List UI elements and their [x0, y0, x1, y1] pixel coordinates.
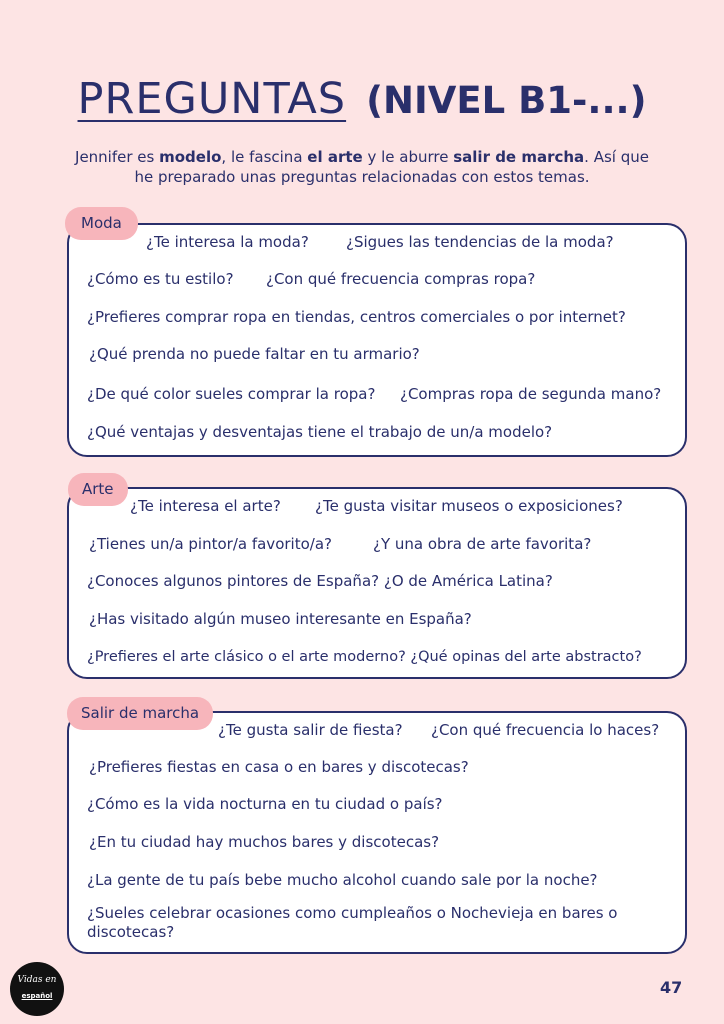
logo	[10, 962, 64, 1016]
intro-text: Jennifer es	[75, 148, 160, 166]
section-tag-arte: Arte	[68, 473, 128, 506]
title-level: (NIVEL B1-...)	[366, 79, 647, 122]
question-item: ¿Prefieres el arte clásico o el arte moderno? ¿Qué opinas del arte abstracto?	[87, 649, 642, 665]
question-item: ¿Cómo es tu estilo?	[87, 270, 234, 288]
section-box-moda	[67, 223, 687, 457]
question-item: ¿Qué prenda no puede faltar en tu armario?	[89, 345, 420, 363]
intro-text: y le aburre	[362, 148, 454, 166]
question-item: ¿Te interesa el arte?	[130, 497, 281, 515]
question-item: ¿Tienes un/a pintor/a favorito/a?	[89, 535, 332, 553]
page-number: 47	[660, 978, 683, 997]
question-item: ¿La gente de tu país bebe mucho alcohol cuando sale por la noche?	[87, 871, 598, 889]
intro-text: he preparado unas preguntas relacionadas con estos temas.	[134, 168, 590, 186]
intro-bold: el arte	[307, 148, 363, 166]
question-item: ¿Con qué frecuencia lo haces?	[431, 721, 660, 739]
question-item: ¿Prefieres fiestas en casa o en bares y discotecas?	[89, 758, 469, 776]
question-item: ¿Te interesa la moda?	[146, 233, 309, 251]
intro-text: . Así que	[584, 148, 649, 166]
question-item: ¿Te gusta visitar museos o exposiciones?	[315, 497, 623, 515]
intro-paragraph	[40, 147, 684, 187]
page-title	[0, 74, 724, 124]
question-item: ¿Te gusta salir de fiesta?	[218, 721, 403, 739]
question-item: ¿Conoces algunos pintores de España? ¿O de América Latina?	[87, 572, 553, 590]
question-item: ¿Compras ropa de segunda mano?	[400, 385, 662, 403]
title-main: PREGUNTAS	[77, 74, 347, 124]
section-tag-moda: Moda	[65, 207, 138, 240]
intro-text: , le fascina	[221, 148, 308, 166]
question-item: ¿Cómo es la vida nocturna en tu ciudad o país?	[87, 795, 443, 813]
question-item: ¿Has visitado algún museo interesante en España?	[89, 610, 472, 628]
question-item: ¿Sigues las tendencias de la moda?	[346, 233, 614, 251]
section-tag-salir-de-marcha: Salir de marcha	[67, 697, 213, 730]
logo-text-top: Vidas en	[17, 975, 57, 985]
intro-bold: salir de marcha	[453, 148, 585, 166]
question-item: ¿Prefieres comprar ropa en tiendas, centros comerciales o por internet?	[87, 308, 626, 326]
question-item: ¿De qué color sueles comprar la ropa?	[87, 385, 376, 403]
intro-bold: modelo	[159, 148, 222, 166]
question-item: ¿En tu ciudad hay muchos bares y discotecas?	[89, 833, 440, 851]
question-item: ¿Con qué frecuencia compras ropa?	[266, 270, 536, 288]
question-item: ¿Sueles celebrar ocasiones como cumpleaños o Nochevieja en bares o discotecas?	[87, 904, 618, 941]
question-item: ¿Y una obra de arte favorita?	[373, 535, 592, 553]
question-item: ¿Qué ventajas y desventajas tiene el trabajo de un/a modelo?	[87, 423, 553, 441]
logo-text-bottom: español	[21, 992, 53, 1000]
